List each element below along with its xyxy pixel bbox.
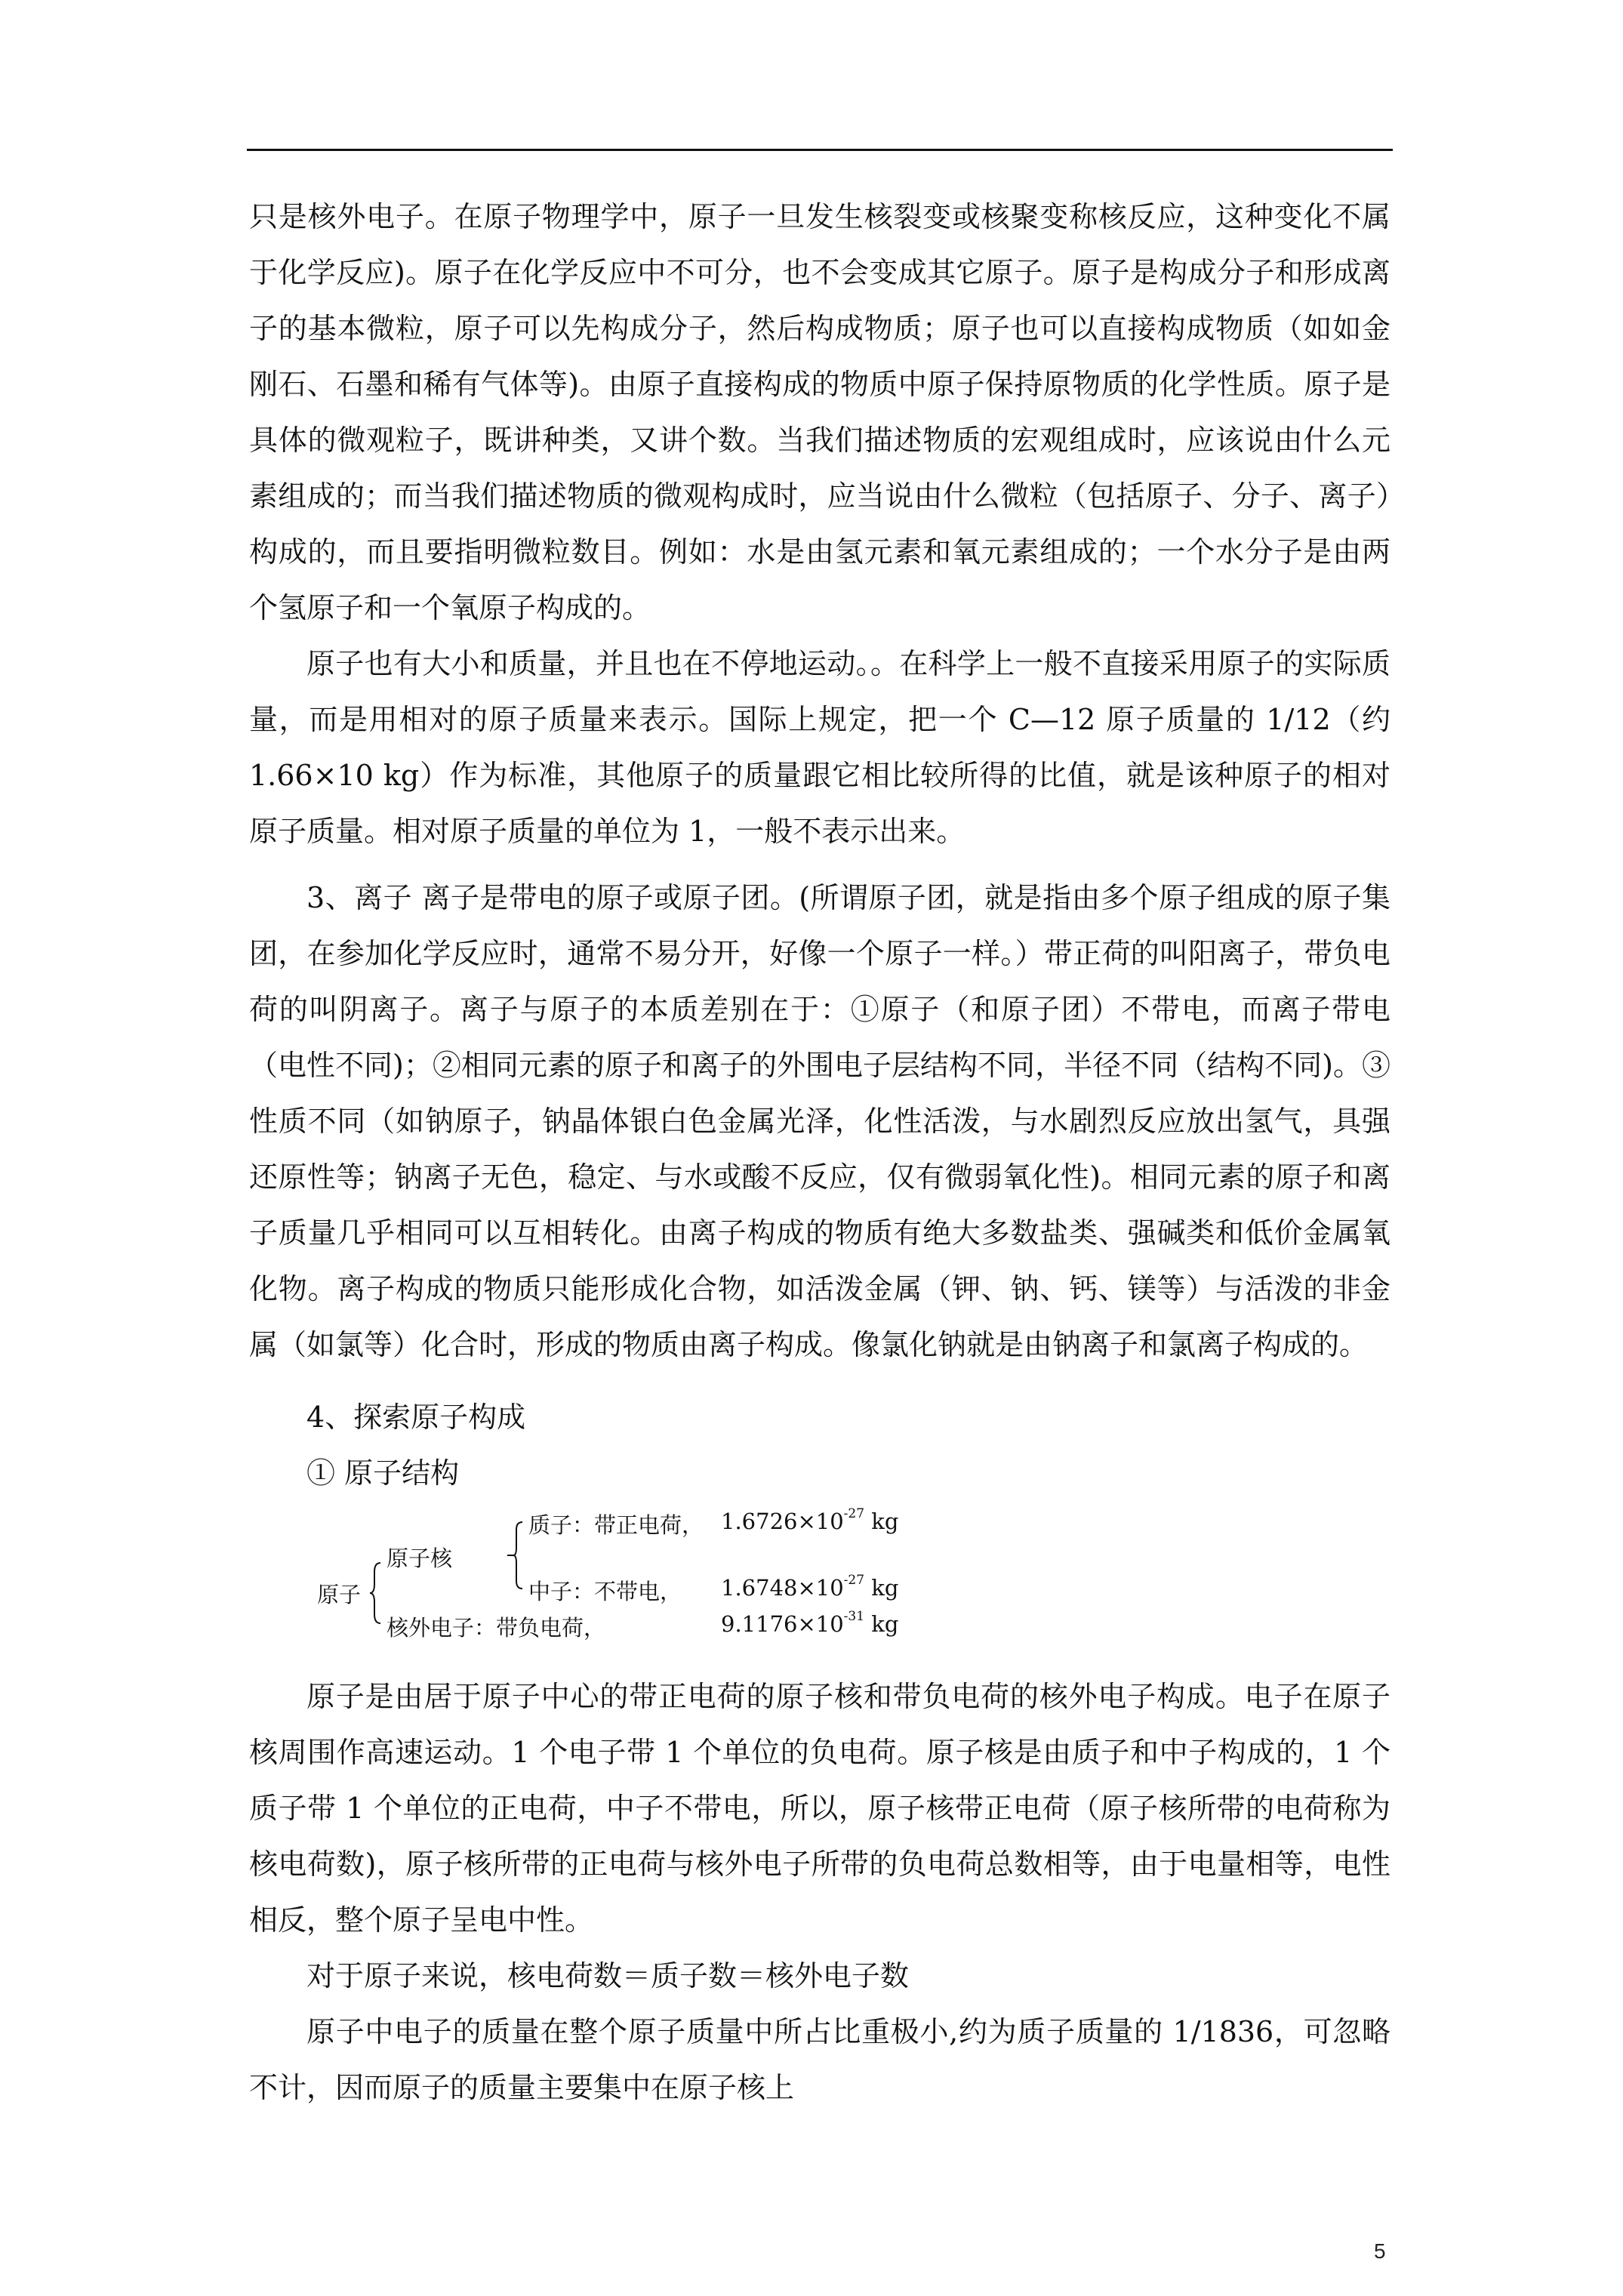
proton-mass: $1.6726\times 10^{-27}$ kg: [721, 1506, 899, 1534]
atom-structure-diagram: [302, 1502, 921, 1653]
neutron-mass: $1.6748\times 10^{-27}$ kg: [721, 1573, 899, 1601]
electron-mass: $9.1176\times 10^{-31}$ kg: [721, 1609, 899, 1637]
paragraph-atom-structure: 原子是由居于原子中心的带正电荷的原子核和带负电荷的核外电子构成。电子在原子核周围作高速运动。1 个电子带 1 个单位的负电荷。原子核是由质子和中子构成的，1 个质子带 1 个单位的正电荷，中子不带电，所以，原子核带正电荷（原子核所带的电荷称为核电荷数)，原子核所带的正电荷与核外电子所带的负电荷总数相等，由于电量相等，电性相反，整个原子呈电中性。: [249, 1680, 1390, 1937]
neutron-label: 中子：不带电，: [528, 1579, 682, 1604]
paragraph-charge-equality: 对于原子来说，核电荷数＝质子数＝核外电子数: [306, 1959, 910, 1992]
header-rule: [247, 149, 1393, 151]
paragraph-electron-mass: 原子中电子的质量在整个原子质量中所占比重极小,约为质子质量的 1/1836，可忽略不计，因而原子的质量主要集中在原子核上: [249, 2015, 1390, 2104]
body-text-top: [249, 189, 1390, 1373]
nucleus-label: 原子核: [387, 1546, 453, 1571]
proton-label: 质子：带正电荷，: [528, 1512, 704, 1538]
paragraph-atoms-continued: 只是核外电子。在原子物理学中，原子一旦发生核裂变或核聚变称核反应，这种变化不属于化学反应)。原子在化学反应中不可分，也不会变成其它原子。原子是构成分子和形成离子的基本微粒，原子可以先构成分子，然后构成物质；原子也可以直接构成物质（如如金刚石、石墨和稀有气体等)。由原子直接构成的物质中原子保持原物质的化学性质。原子是具体的微观粒子，既讲种类，又讲个数。当我们描述物质的宏观组成时，应该说由什么元素组成的；而当我们描述物质的微观构成时，应当说由什么微粒（包括原子、分子、离子）构成的，而且要指明微粒数目。例如：水是由氢元素和氧元素组成的；一个水分子是由两个氢原子和一个氧原子构成的。: [249, 200, 1390, 624]
atom-label: 原子: [317, 1582, 362, 1607]
section-4: [249, 1389, 1390, 1501]
body-text-bottom: [249, 1669, 1390, 2116]
section-heading: 4、探索原子构成: [306, 1401, 526, 1434]
electron-label: 核外电子：带负电荷，: [387, 1615, 606, 1641]
page-number: 5: [1374, 2239, 1386, 2263]
subsection-heading: ① 原子结构: [306, 1456, 460, 1490]
paragraph-ions: 3、离子 离子是带电的原子或原子团。(所谓原子团，就是指由多个原子组成的原子集团，在参加化学反应时，通常不易分开，好像一个原子一样。）带正荷的叫阳离子，带负电荷的叫阴离子。离子与原子的本质差别在于：①原子（和原子团）不带电，而离子带电（电性不同)；②相同元素的原子和离子的外围电子层结构不同，半径不同（结构不同)。③性质不同（如钠原子，钠晶体银白色金属光泽，化性活泼，与水剧烈反应放出氢气，具强还原性等；钠离子无色，稳定、与水或酸不反应，仅有微弱氧化性)。相同元素的原子和离子质量几乎相同可以互相转化。由离子构成的物质有绝大多数盐类、强碱类和低价金属氧化物。离子构成的物质只能形成化合物，如活泼金属（钾、钠、钙、镁等）与活泼的非金属（如氯等）化合时，形成的物质由离子构成。像氯化钠就是由钠离子和氯离子构成的。: [249, 881, 1390, 1361]
paragraph-atomic-mass: 原子也有大小和质量，并且也在不停地运动。。在科学上一般不直接采用原子的实际质量，而是用相对的原子质量来表示。国际上规定，把一个 C—12 原子质量的 1/12（约 1.66×10 kg）作为标准，其他原子的质量跟它相比较所得的比值，就是该种原子的相对原子质量。相对原子质量的单位为 1，一般不表示出来。: [249, 647, 1390, 848]
